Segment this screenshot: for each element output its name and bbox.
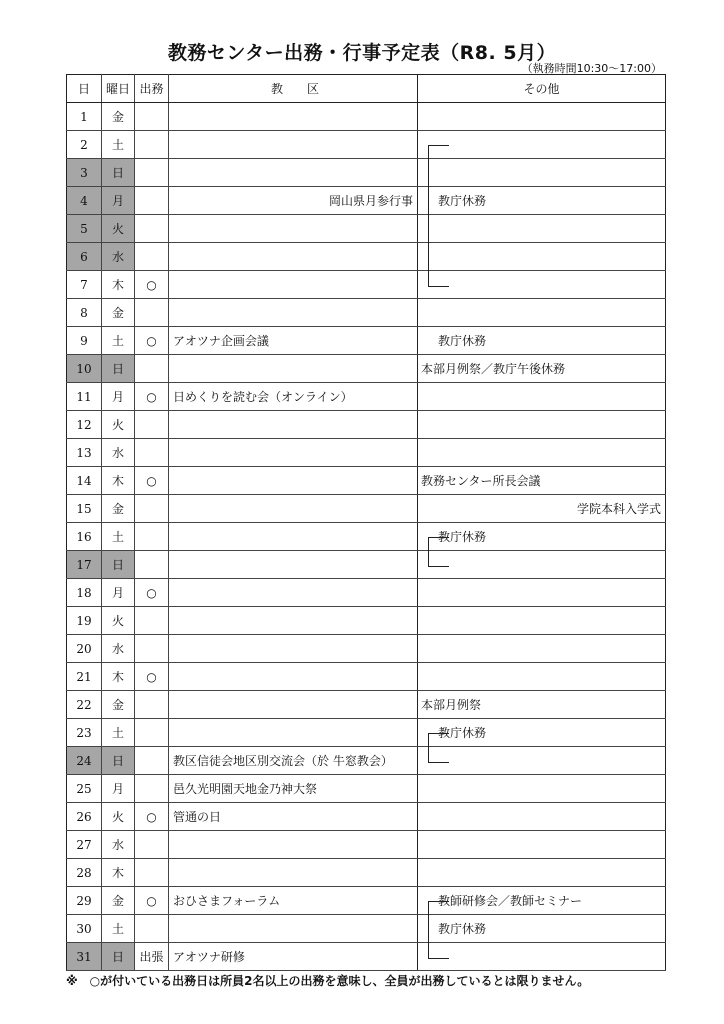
dow-cell: 土 [102,719,135,747]
dow-cell: 火 [102,411,135,439]
area-cell: 教区信徒会地区別交流会（於 牛窓教会） [169,747,418,775]
other-cell [418,299,666,327]
dow-cell: 月 [102,383,135,411]
header-row [67,75,666,103]
dow-cell: 木 [102,859,135,887]
dow-cell: 火 [102,607,135,635]
day-cell: 24 [67,747,102,775]
out-cell: ○ [135,579,169,607]
area-cell [169,915,418,943]
day-cell: 13 [67,439,102,467]
day-cell: 23 [67,719,102,747]
out-cell [135,411,169,439]
area-cell [169,355,418,383]
area-cell [169,551,418,579]
dow-cell: 金 [102,887,135,915]
dow-cell: 水 [102,831,135,859]
area-cell [169,411,418,439]
dow-cell: 日 [102,551,135,579]
other-cell [418,579,666,607]
table-row [67,859,666,887]
area-cell [169,243,418,271]
area-cell: 邑久光明園天地金乃神大祭 [169,775,418,803]
other-cell [418,159,666,187]
other-cell [418,747,666,775]
header-other: その他 [418,75,666,103]
other-cell [418,663,666,691]
other-cell: 学院本科入学式 [418,495,666,523]
day-cell: 28 [67,859,102,887]
out-cell [135,775,169,803]
area-cell [169,691,418,719]
area-cell: 日めくりを読む会（オンライン） [169,383,418,411]
out-cell: ○ [135,887,169,915]
day-cell: 17 [67,551,102,579]
other-cell [418,439,666,467]
day-cell: 11 [67,383,102,411]
dow-cell: 金 [102,299,135,327]
area-cell [169,467,418,495]
table-row [67,187,666,215]
out-cell [135,719,169,747]
other-cell: 教師研修会／教師セミナー [418,887,666,915]
other-cell [418,803,666,831]
day-cell: 22 [67,691,102,719]
area-cell [169,299,418,327]
out-cell [135,747,169,775]
table-row [67,663,666,691]
dow-cell: 水 [102,439,135,467]
schedule-table [66,74,666,971]
day-cell: 14 [67,467,102,495]
day-cell: 31 [67,943,102,971]
table-row [67,747,666,775]
other-cell [418,943,666,971]
dow-cell: 水 [102,635,135,663]
other-cell [418,607,666,635]
day-cell: 18 [67,579,102,607]
table-row [67,719,666,747]
day-cell: 30 [67,915,102,943]
day-cell: 10 [67,355,102,383]
dow-cell: 日 [102,747,135,775]
table-row [67,159,666,187]
other-cell [418,551,666,579]
day-cell: 9 [67,327,102,355]
table-row [67,439,666,467]
day-cell: 25 [67,775,102,803]
other-cell [418,215,666,243]
other-cell: 教庁休務 [418,523,666,551]
out-cell [135,215,169,243]
dow-cell: 土 [102,523,135,551]
day-cell: 3 [67,159,102,187]
dow-cell: 日 [102,159,135,187]
other-cell: 本部月例祭 [418,691,666,719]
dow-cell: 金 [102,691,135,719]
dow-cell: 月 [102,775,135,803]
table-row [67,523,666,551]
other-cell [418,131,666,159]
out-cell: ○ [135,467,169,495]
day-cell: 19 [67,607,102,635]
area-cell: おひさまフォーラム [169,887,418,915]
out-cell: ○ [135,663,169,691]
day-cell: 7 [67,271,102,299]
area-cell [169,215,418,243]
area-cell [169,579,418,607]
page-title: 教務センター出務・行事予定表（R8. 5月） [167,42,557,64]
table-row [67,243,666,271]
out-cell [135,159,169,187]
day-cell: 8 [67,299,102,327]
area-cell [169,131,418,159]
other-cell [418,383,666,411]
table-row [67,383,666,411]
table-row [67,299,666,327]
other-cell: 教庁休務 [418,187,666,215]
table-row [67,831,666,859]
table-row [67,495,666,523]
day-cell: 15 [67,495,102,523]
day-cell: 27 [67,831,102,859]
table-row [67,691,666,719]
other-cell: 教庁休務 [418,719,666,747]
dow-cell: 日 [102,355,135,383]
dow-cell: 水 [102,243,135,271]
area-cell [169,271,418,299]
table-row [67,271,666,299]
out-cell: ○ [135,271,169,299]
dow-cell: 金 [102,103,135,131]
out-cell: ○ [135,803,169,831]
table-row [67,467,666,495]
out-cell [135,523,169,551]
day-cell: 4 [67,187,102,215]
other-cell: 本部月例祭／教庁午後休務 [418,355,666,383]
dow-cell: 木 [102,663,135,691]
area-cell: アオツナ研修 [169,943,418,971]
table-row [67,635,666,663]
day-cell: 5 [67,215,102,243]
day-cell: 6 [67,243,102,271]
out-cell [135,439,169,467]
other-cell [418,271,666,299]
other-cell [418,859,666,887]
out-cell [135,635,169,663]
area-cell [169,635,418,663]
out-cell [135,915,169,943]
other-cell [418,411,666,439]
out-cell [135,831,169,859]
table-row [67,327,666,355]
dow-cell: 月 [102,187,135,215]
dow-cell: 日 [102,943,135,971]
dow-cell: 木 [102,271,135,299]
table-row [67,915,666,943]
out-cell [135,131,169,159]
area-cell [169,663,418,691]
out-cell [135,607,169,635]
out-cell: 出張 [135,943,169,971]
table-row [67,131,666,159]
other-cell [418,775,666,803]
header-dow: 曜日 [102,75,135,103]
area-cell [169,831,418,859]
table-row [67,103,666,131]
dow-cell: 土 [102,915,135,943]
header-area: 教 区 [169,75,418,103]
dow-cell: 火 [102,803,135,831]
out-cell [135,243,169,271]
area-cell [169,495,418,523]
day-cell: 20 [67,635,102,663]
out-cell [135,103,169,131]
other-cell [418,243,666,271]
dow-cell: 木 [102,467,135,495]
day-cell: 2 [67,131,102,159]
table-row [67,579,666,607]
out-cell [135,355,169,383]
other-cell: 教務センター所長会議 [418,467,666,495]
out-cell [135,859,169,887]
out-cell [135,551,169,579]
dow-cell: 金 [102,495,135,523]
area-cell: アオツナ企画会議 [169,327,418,355]
other-cell: 教庁休務 [418,327,666,355]
table-row [67,551,666,579]
day-cell: 21 [67,663,102,691]
day-cell: 29 [67,887,102,915]
table-row [67,607,666,635]
header-day: 日 [67,75,102,103]
out-cell [135,187,169,215]
out-cell [135,299,169,327]
dow-cell: 火 [102,215,135,243]
area-cell [169,439,418,467]
area-cell [169,859,418,887]
area-cell [169,719,418,747]
dow-cell: 土 [102,131,135,159]
out-cell [135,691,169,719]
out-cell: ○ [135,327,169,355]
table-row [67,215,666,243]
other-cell [418,635,666,663]
area-cell [169,159,418,187]
area-cell: 岡山県月参行事 [169,187,418,215]
table-row [67,775,666,803]
day-cell: 12 [67,411,102,439]
other-cell [418,103,666,131]
table-row [67,803,666,831]
area-cell [169,103,418,131]
area-cell [169,523,418,551]
day-cell: 16 [67,523,102,551]
area-cell: 管通の日 [169,803,418,831]
header-out: 出務 [135,75,169,103]
out-cell: ○ [135,383,169,411]
table-row [67,887,666,915]
table-row [67,943,666,971]
other-cell [418,831,666,859]
dow-cell: 土 [102,327,135,355]
table-row [67,355,666,383]
footnote: ※ ○が付いている出務日は所員2名以上の出務を意味し、全員が出務しているとは限りません。 [66,974,590,988]
other-cell: 教庁休務 [418,915,666,943]
area-cell [169,607,418,635]
table-row [67,411,666,439]
out-cell [135,495,169,523]
dow-cell: 月 [102,579,135,607]
day-cell: 1 [67,103,102,131]
day-cell: 26 [67,803,102,831]
office-hours: （執務時間10:30～17:00） [521,62,662,75]
